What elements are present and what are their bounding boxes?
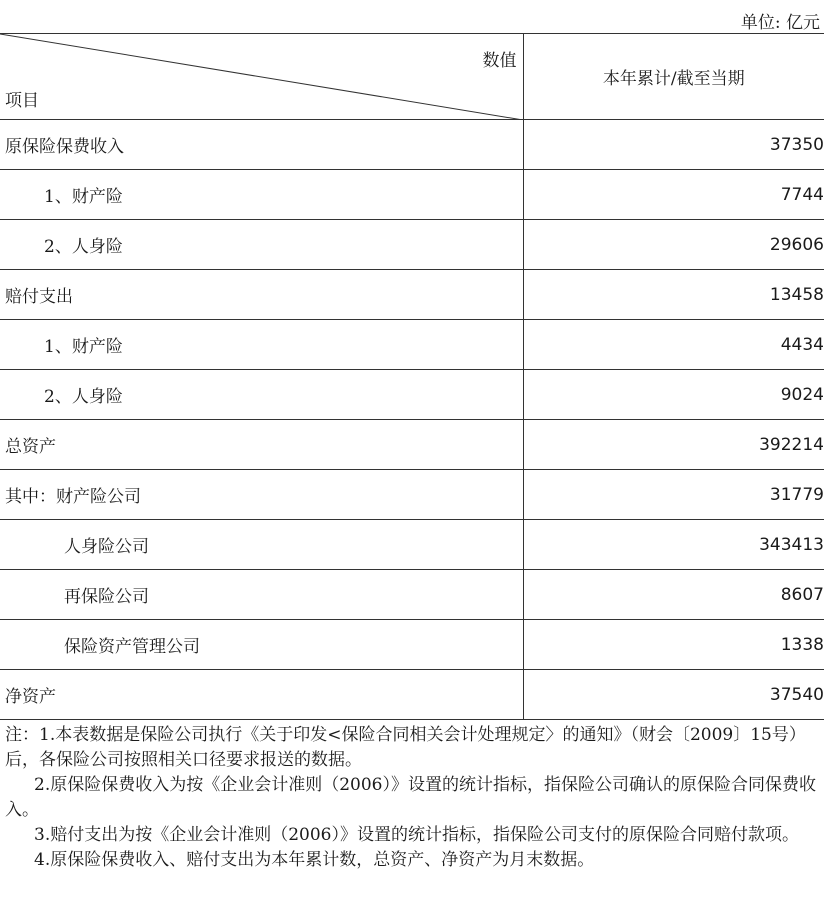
table-row xyxy=(0,220,824,270)
unit-label: 单位: 亿元 xyxy=(740,13,820,33)
row-label: 人身险公司 xyxy=(0,520,523,570)
row-label: 1、财产险 xyxy=(0,320,523,370)
row-label: 净资产 xyxy=(0,670,523,720)
row-value: 31779 xyxy=(523,470,824,520)
row-value: 7744 xyxy=(523,170,824,220)
row-value: 29606 xyxy=(523,220,824,270)
table-row xyxy=(0,470,824,520)
header-item-label: 项目 xyxy=(5,91,39,111)
note-3: 3.赔付支出为按《企业会计准则（2006）》设置的统计指标，指保险公司支付的原保险合同赔付款项。 xyxy=(34,825,799,845)
row-value: 392214 xyxy=(523,420,824,470)
header-diagonal-cell xyxy=(0,34,523,120)
table-row xyxy=(0,120,824,170)
table-row xyxy=(0,420,824,470)
row-value: 9024 xyxy=(523,370,824,420)
table-row xyxy=(0,170,824,220)
row-value: 37350 xyxy=(523,120,824,170)
row-label: 1、财产险 xyxy=(0,170,523,220)
diagonal-line xyxy=(0,34,523,120)
row-label: 再保险公司 xyxy=(0,570,523,620)
table-row xyxy=(0,320,824,370)
row-value: 4434 xyxy=(523,320,824,370)
table-row xyxy=(0,570,824,620)
row-label: 2、人身险 xyxy=(0,370,523,420)
table-row xyxy=(0,520,824,570)
row-value: 343413 xyxy=(523,520,824,570)
table-row xyxy=(0,270,824,320)
row-label: 2、人身险 xyxy=(0,220,523,270)
table-row xyxy=(0,370,824,420)
footnotes xyxy=(5,723,820,873)
table-header-row xyxy=(0,34,824,120)
insurance-stats-table xyxy=(0,33,824,720)
note-1: 注：1.本表数据是保险公司执行《关于印发<保险合同相关会计处理规定〉的通知》（财会〔2009〕15号）后，各保险公司按照相关口径要求报送的数据。 xyxy=(5,725,806,770)
row-label: 赔付支出 xyxy=(0,270,523,320)
table-body xyxy=(0,120,824,720)
row-label: 总资产 xyxy=(0,420,523,470)
row-label: 保险资产管理公司 xyxy=(0,620,523,670)
note-2: 2.原保险保费收入为按《企业会计准则（2006）》设置的统计指标，指保险公司确认的原保险合同保费收入。 xyxy=(5,775,816,820)
row-label: 原保险保费收入 xyxy=(0,120,523,170)
header-value-label: 数值 xyxy=(482,51,517,71)
row-value: 13458 xyxy=(523,270,824,320)
header-column-label: 本年累计/截至当期 xyxy=(523,34,824,120)
table-row xyxy=(0,620,824,670)
row-value: 8607 xyxy=(523,570,824,620)
row-value: 37540 xyxy=(523,670,824,720)
note-4: 4.原保险保费收入、赔付支出为本年累计数，总资产、净资产为月末数据。 xyxy=(34,850,595,870)
row-label: 其中：财产险公司 xyxy=(0,470,523,520)
row-value: 1338 xyxy=(523,620,824,670)
table-row xyxy=(0,670,824,720)
